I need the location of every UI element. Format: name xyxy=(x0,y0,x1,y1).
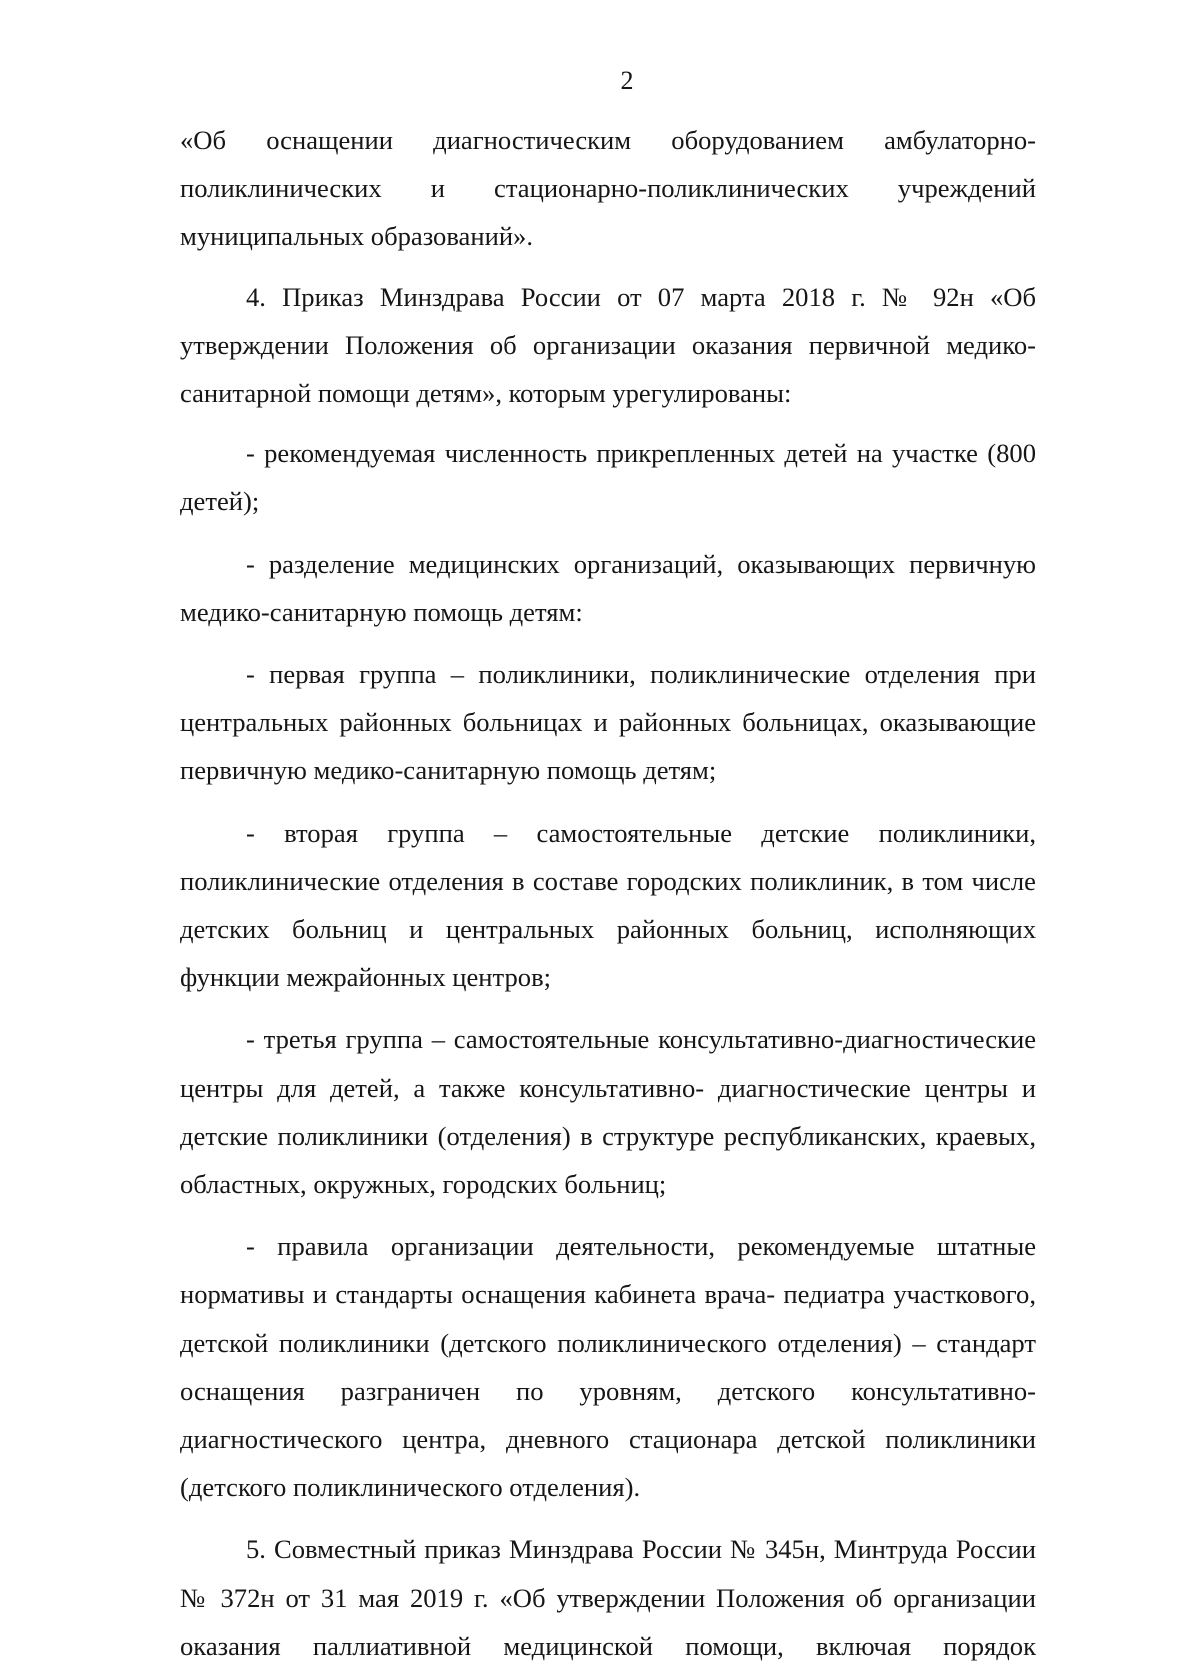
paragraph-children-per-area: - рекомендуемая численность прикрепленных детей на участке (800 детей); xyxy=(180,438,1036,517)
paragraph-second-group: - вторая группа – самостоятельные детские поликлиники, поликлинические отделения в составе городских поликлиник, в том числе детских больниц и центральных районных больниц, исполняющих функции межрайонных центров; xyxy=(180,817,1036,993)
document-body xyxy=(180,116,1036,1670)
paragraph-organization-rules: - правила организации деятельности, рекомендуемые штатные нормативы и стандарты оснащения кабинета врача- педиатра участкового, детской поликлиники (детского поликлинического отделения) – стандарт оснащения разграничен по уровням, детского консультативно-диагностического центра, дневного стационара детской поликлиники (детского поликлинического отделения). xyxy=(180,1231,1036,1503)
paragraph-continuation: «Об оснащении диагностическим оборудованием амбулаторно-поликлинических и стационарно-поликлинических учреждений муниципальных образований». xyxy=(180,125,1036,252)
paragraph-third-group: - третья группа – самостоятельные консультативно-диагностические центры для детей, а также консультативно- диагностические центры и детские поликлиники (отделения) в структуре республиканских, краевых, областных, окружных, городских больниц; xyxy=(180,1024,1036,1200)
paragraph-first-group: - первая группа – поликлиники, поликлинические отделения при центральных районных больницах и районных больницах, оказывающие первичную медико-санитарную помощь детям; xyxy=(180,659,1036,786)
paragraph-organization-division: - разделение медицинских организаций, оказывающих первичную медико-санитарную помощь детям: xyxy=(180,548,1036,627)
paragraph-item-4: 4. Приказ Минздрава России от 07 марта 2018 г. № 92н «Об утверждении Положения об организации оказания первичной медико-санитарной помощи детям», которым урегулированы: xyxy=(180,281,1036,409)
paragraph-item-5: 5. Совместный приказ Минздрава России № 345н, Минтруда России № 372н от 31 мая 2019 г. «Об утверждении Положения об организации оказания паллиативной медицинской помощи, включая порядок xyxy=(180,1534,1036,1661)
page-number: 2 xyxy=(620,66,634,95)
